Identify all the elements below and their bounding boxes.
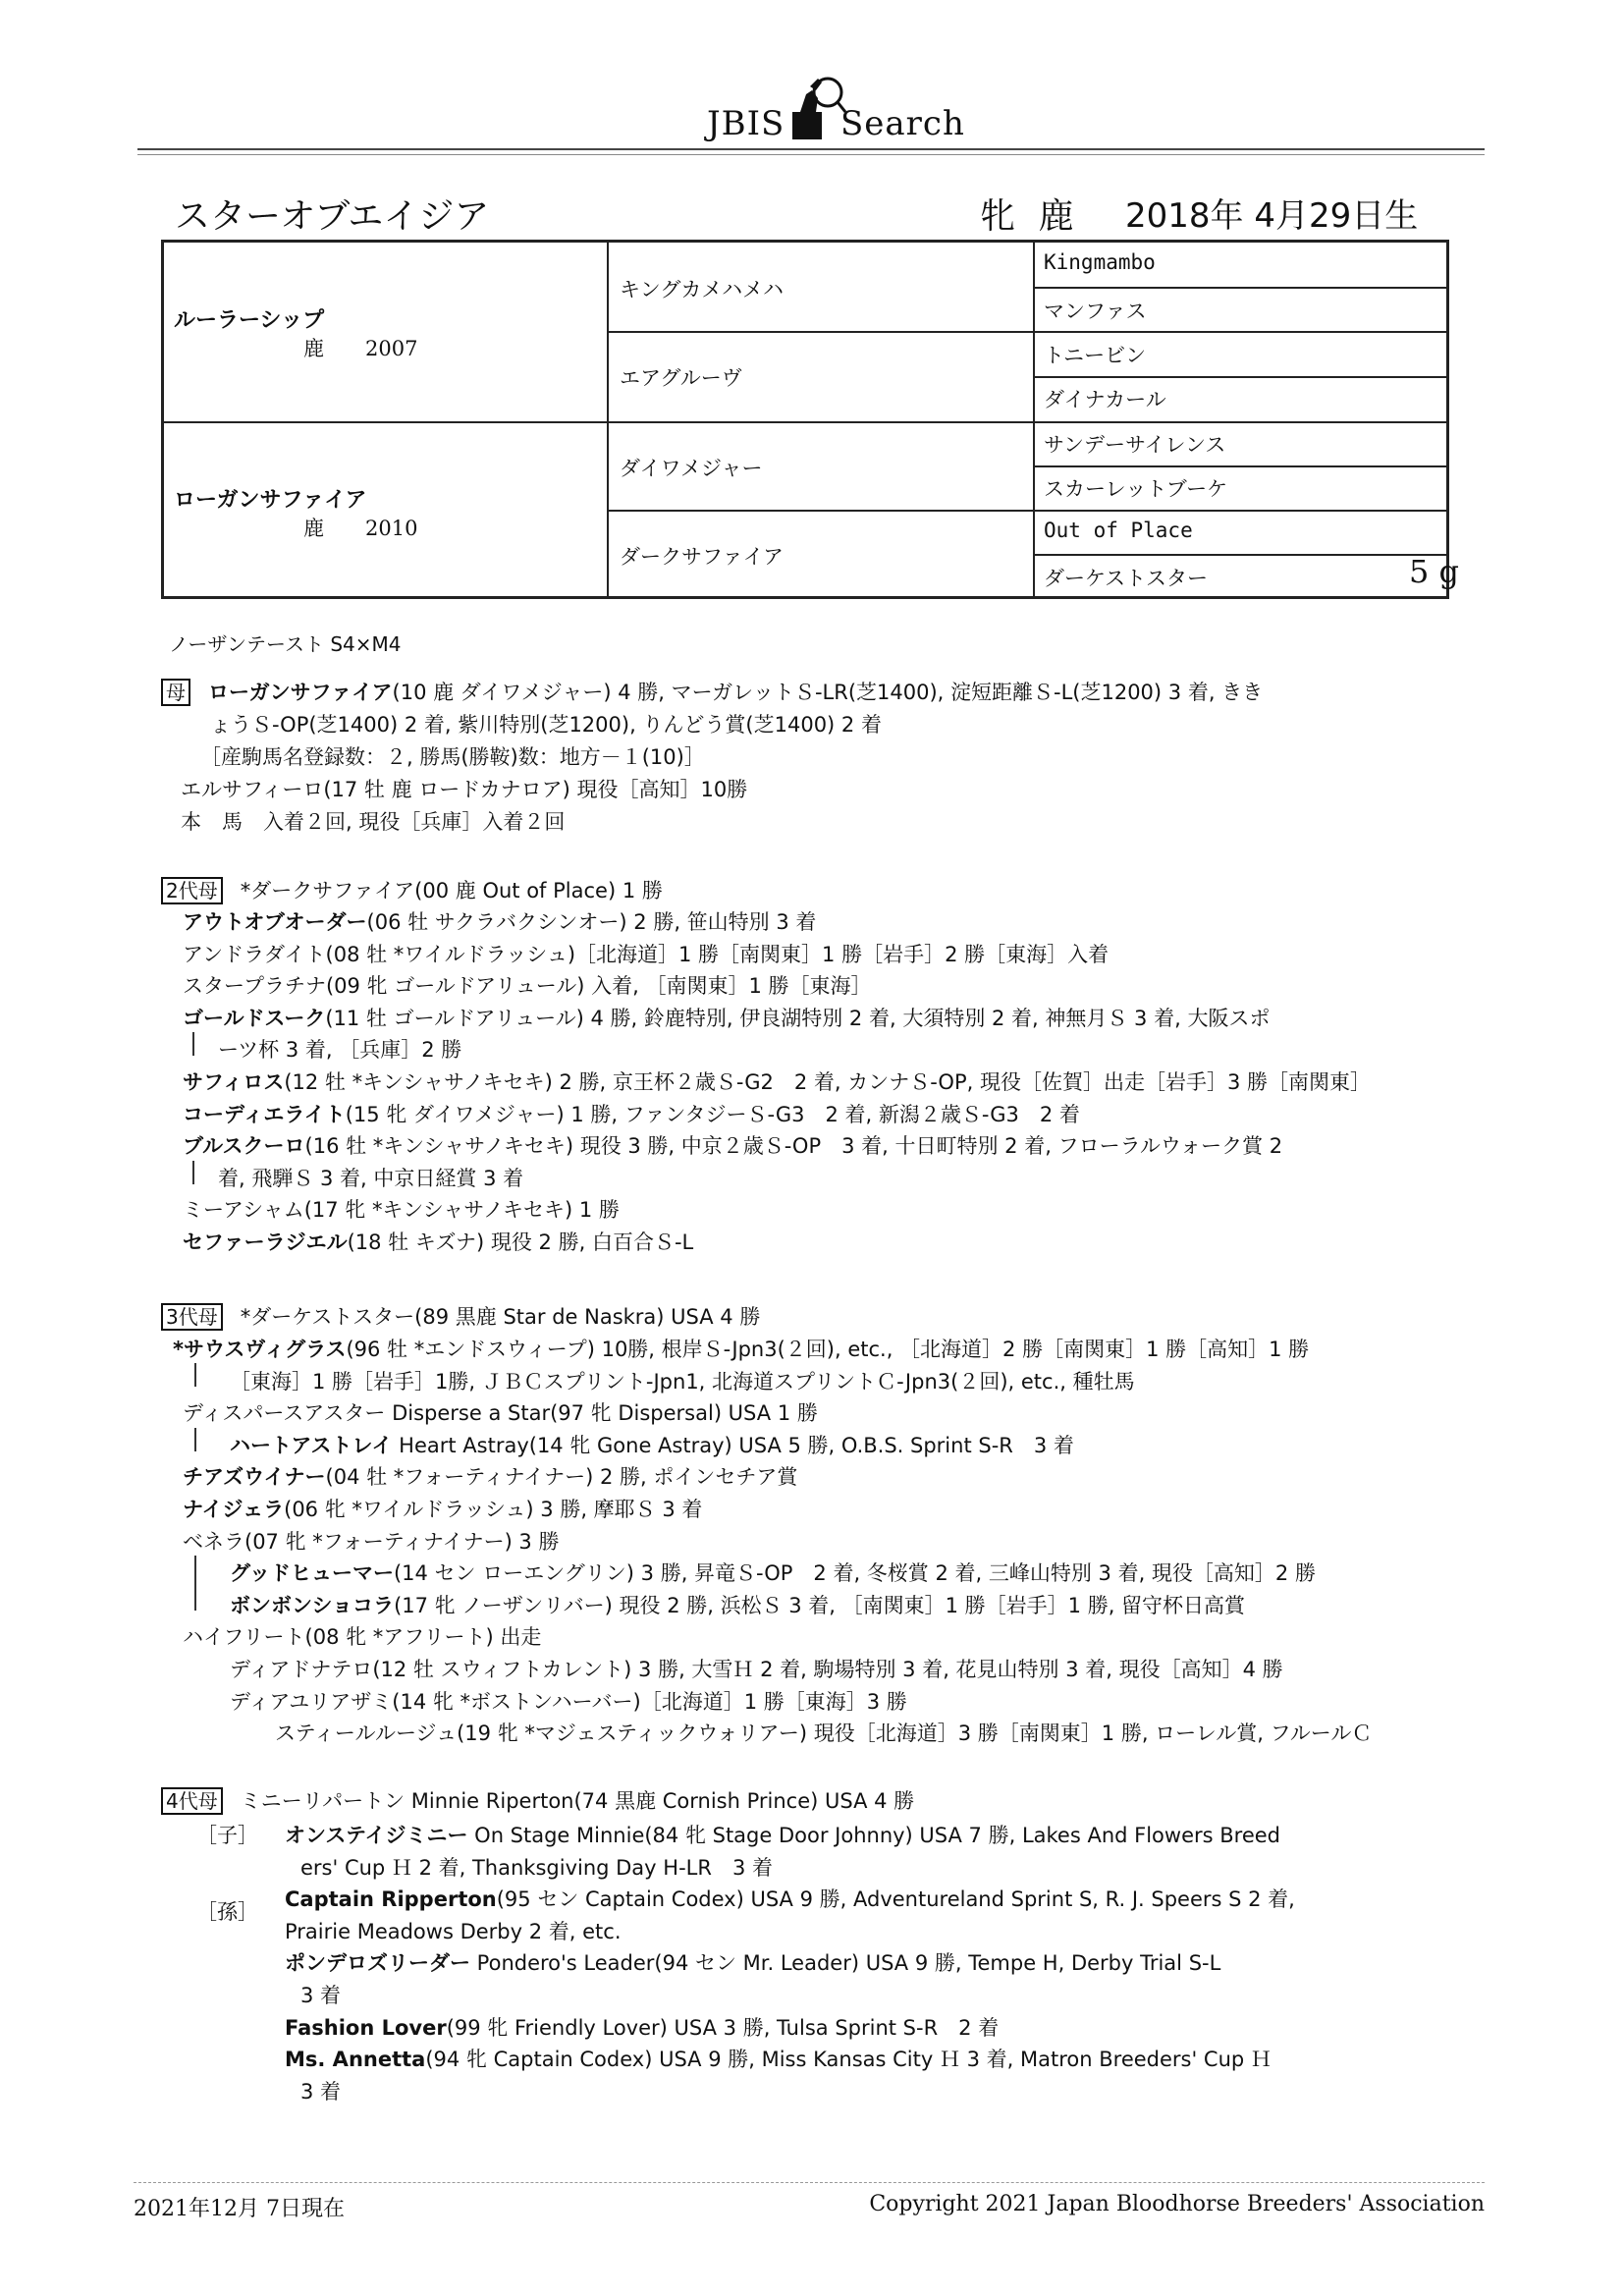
g2-line xyxy=(183,1227,693,1256)
g2-line xyxy=(183,906,816,936)
sire-info: 鹿 2007 xyxy=(303,337,418,360)
horse-and-rider-icon xyxy=(788,69,847,142)
g4-horse-name: Ms. Annetta xyxy=(285,2048,426,2072)
horse-sex-color: 牝 鹿 xyxy=(980,196,1074,237)
g3-line xyxy=(230,1590,1245,1619)
g3-record: (96 牡 *エンドスウィープ) 10勝, 根岸Ｓ-Jpn3(２回), etc., ［北海道］2 勝［南関東］1 勝［高知］1 勝 xyxy=(346,1338,1310,1361)
g2-horse-name: ゴールドスーク xyxy=(183,1006,326,1030)
g4-horse-name: Fashion Lover xyxy=(285,2015,447,2040)
g3-record: ディアユリアザミ(14 牝 *ボストンハーバー)［北海道］1 勝［東海］3 勝 xyxy=(230,1689,907,1714)
g2-record: ーツ杯 3 着, ［兵庫］2 勝 xyxy=(218,1038,462,1063)
header-divider xyxy=(137,148,1485,150)
g2-line xyxy=(183,1066,1371,1096)
self-record: 本 馬 入着２回, 現役［兵庫］入着２回 xyxy=(181,810,566,834)
g4-record: On Stage Minnie(84 牝 Stage Door Johnny) USA 7 勝, Lakes And Flowers Breed xyxy=(467,1824,1280,1847)
g4-line xyxy=(300,2076,341,2105)
g3-line xyxy=(183,1526,559,1556)
g3-record: (06 牝 *ワイルドラッシュ) 3 勝, 摩耶Ｓ 3 着 xyxy=(284,1498,703,1521)
g2-record: アンドラダイト(08 牡 *ワイルドラッシュ)［北海道］1 勝［南関東］1 勝［岩手］2 勝［東海］入着 xyxy=(183,942,1110,966)
g4-line xyxy=(285,2044,1272,2073)
g3-line xyxy=(230,1366,1135,1395)
g2-record: ミーアシャム(17 牝 *キンシャサノキセキ) 1 勝 xyxy=(183,1198,620,1223)
g4-dam: ミニーリパートン Minnie Riperton(74 黒鹿 Cornish Prince) USA 4 勝 xyxy=(240,1789,915,1813)
header-divider-thin xyxy=(137,154,1485,155)
pedigree-g3-3: トニービン xyxy=(1044,344,1147,367)
g2-line xyxy=(183,1194,620,1224)
g2-line xyxy=(183,1099,1080,1128)
g3-line xyxy=(230,1558,1316,1587)
sire-dam: エアグルーヴ xyxy=(620,366,742,390)
g3-horse-name: ハートアストレイ xyxy=(230,1433,393,1457)
g3-horse-name: *サウスヴィグラス xyxy=(173,1338,347,1361)
dam-name-bold: ローガンサファイア xyxy=(208,681,393,704)
g3-line xyxy=(230,1654,1283,1683)
g3-line xyxy=(183,1494,702,1523)
dam-record: (10 鹿 ダイワメジャー) 4 勝, マーガレットＳ-LR(芝1400), 淀短距離Ｓ-L(芝1200) 3 着, きき xyxy=(392,681,1264,704)
g4-record: Pondero's Leader(94 セン Mr. Leader) USA 9 勝, Tempe H, Derby Trial S-L xyxy=(470,1951,1221,1976)
dam-dam: ダークサファイア xyxy=(620,545,784,569)
g3-record: ［東海］1 勝［岩手］1勝, ＪＢＣスプリント-Jpn1, 北海道スプリントＣ-Jpn3(２回), etc., 種牡馬 xyxy=(230,1369,1135,1394)
horse-birth-date: 2018年 4月29日生 xyxy=(1125,196,1419,236)
pedigree-g3-7: Out of Place xyxy=(1044,519,1193,542)
g4-grand-label: ［孫］ xyxy=(196,1900,258,1924)
g4-horse-name: オンステイジミニー xyxy=(285,1824,468,1847)
footer-date: 2021年12月 7日現在 xyxy=(134,2197,345,2221)
g2-record: (06 牡 サクラバクシンオー) 2 勝, 笹山特別 3 着 xyxy=(366,910,817,934)
g4-horse-name: Captain Ripperton xyxy=(285,1887,497,1912)
x-mark: 5 g xyxy=(1409,553,1460,590)
g4-line xyxy=(285,2012,999,2042)
g4-record: 3 着 xyxy=(300,2079,342,2104)
g3-record: スティールルージュ(19 牝 *マジェスティックウォリアー) 現役［北海道］3 勝［南関東］1 勝, ローレル賞, フルールＣ xyxy=(275,1722,1373,1746)
g4-record: (99 牝 Friendly Lover) USA 3 勝, Tulsa Sprint S-R 2 着 xyxy=(446,2015,1000,2040)
g3-line xyxy=(183,1397,818,1427)
g3-dam: *ダーケストスター(89 黒鹿 Star de Naskra) USA 4 勝 xyxy=(240,1305,761,1329)
footer-copyright: Copyright 2021 Japan Bloodhorse Breeders' Association xyxy=(869,2192,1485,2216)
g3-line xyxy=(173,1334,1309,1363)
g4-horse-name: ポンデロズリーダー xyxy=(285,1951,470,1976)
g4-line xyxy=(285,1947,1220,1977)
pedigree-g3-1: Kingmambo xyxy=(1044,250,1156,274)
g3-record: (17 牝 ノーザンリバー) 現役 2 勝, 浜松Ｓ 3 着, ［南関東］1 勝［岩手］1 勝, 留守杯日高賞 xyxy=(394,1593,1246,1617)
sire-name: ルーラーシップ xyxy=(174,308,325,333)
g3-record: ディアドナテロ(12 牡 スウィフトカレント) 3 勝, 大雪Ｈ 2 着, 駒場特別 3 着, 花見山特別 3 着, 現役［高知］4 勝 xyxy=(230,1658,1283,1681)
g4-head xyxy=(161,1785,914,1815)
g4-line xyxy=(285,1916,622,1945)
g4-line xyxy=(285,1820,1280,1849)
g2-horse-name: コーディエライト xyxy=(183,1102,346,1126)
g2-horse-name: セファーラジエル xyxy=(183,1230,348,1254)
g3-record: Heart Astray(14 牝 Gone Astray) USA 5 勝, O.B.S. Sprint S-R 3 着 xyxy=(392,1433,1074,1457)
inbreeding-note: ノーザンテースト S4×M4 xyxy=(169,632,402,656)
dam-offspring-1: エルサフィーロ(17 牡 鹿 ロードカナロア) 現役［高知］10勝 xyxy=(181,778,748,801)
g3-record: ベネラ(07 牝 *フォーティナイナー) 3 勝 xyxy=(183,1529,560,1554)
g3-horse-name: ナイジェラ xyxy=(183,1498,285,1521)
g3-line xyxy=(230,1686,907,1716)
g2-record: 着, 飛騨Ｓ 3 着, 中京日経賞 3 着 xyxy=(218,1166,524,1190)
g2-record: (15 牝 ダイワメジャー) 1 勝, ファンタジーＳ-G3 2 着, 新潟２歳Ｓ-G3 2 着 xyxy=(345,1102,1080,1126)
g4-record: 3 着 xyxy=(300,1984,342,2007)
g3-line xyxy=(183,1461,797,1491)
horse-name: スターオブエイジア xyxy=(175,196,490,237)
g4-record: Prairie Meadows Derby 2 着, etc. xyxy=(285,1919,622,1943)
g2-record: (16 牡 *キンシャサノキセキ) 現役 3 勝, 中京２歳Ｓ-OP 3 着, 十日町特別 2 着, フローラルウォーク賞 2 xyxy=(304,1134,1283,1159)
pedigree-g3-5: サンデーサイレンス xyxy=(1044,433,1226,457)
dam-line-2: ょうＳ-OP(芝1400) 2 着, 紫川特別(芝1200), りんどう賞(芝1400) 2 着 xyxy=(210,713,882,737)
g3-head xyxy=(161,1301,760,1331)
pedigree-g3-2: マンファス xyxy=(1044,300,1147,323)
g2-record: スタープラチナ(09 牝 ゴールドアリュール) 入着, ［南関東］1 勝［東海］ xyxy=(183,974,872,999)
g4-child-label: ［子］ xyxy=(196,1824,258,1847)
g4-record: (94 牝 Captain Codex) USA 9 勝, Miss Kansas City Ｈ 3 着, Matron Breeders' Cup Ｈ xyxy=(425,2048,1272,2072)
g4-record: (95 セン Captain Codex) USA 9 勝, Adventureland Sprint S, R. J. Speers S 2 着, xyxy=(496,1887,1295,1912)
g2-line xyxy=(183,939,1109,968)
g3-record: (14 セン ローエングリン) 3 勝, 昇竜Ｓ-OP 2 着, 冬桜賞 2 着, 三峰山特別 3 着, 現役［高知］2 勝 xyxy=(393,1561,1316,1586)
g2-line xyxy=(183,1003,1270,1032)
sire-sire: キングカメハメハ xyxy=(620,278,784,301)
g3-line xyxy=(275,1718,1372,1747)
g2-horse-name: ブルスクーロ xyxy=(183,1134,305,1159)
logo-text-search: Search xyxy=(840,104,965,143)
section-label-g4: 4代母 xyxy=(161,1787,223,1815)
g4-line xyxy=(300,1980,341,2009)
pedigree-g3-8: ダーケストスター xyxy=(1044,567,1208,590)
g2-record: (12 牡 *キンシャサノキセキ) 2 勝, 京王杯２歳Ｓ-G2 2 着, カンナＳ-OP, 現役［佐賀］出走［岩手］3 勝［南関東］ xyxy=(284,1070,1371,1094)
g3-record: (04 牡 *フォーティナイナー) 2 勝, ポインセチア賞 xyxy=(325,1465,798,1490)
g2-dam: *ダークサファイア(00 鹿 Out of Place) 1 勝 xyxy=(240,879,663,902)
pedigree-table xyxy=(161,240,1460,599)
dam-info: 鹿 2010 xyxy=(303,517,418,540)
g3-line xyxy=(230,1430,1074,1459)
dam-line-1 xyxy=(161,677,1263,706)
section-label-dam: 母 xyxy=(161,679,190,706)
g2-record: (11 牡 ゴールドアリュール) 4 勝, 鈴鹿特別, 伊良湖特別 2 着, 大須特別 2 着, 神無月Ｓ 3 着, 大阪スポ xyxy=(325,1006,1271,1030)
g3-record: ハイフリート(08 牝 *アフリート) 出走 xyxy=(183,1625,542,1650)
g4-line xyxy=(300,1852,773,1882)
g2-line xyxy=(183,1130,1282,1160)
g2-record: (18 牡 キズナ) 現役 2 勝, 白百合Ｓ-L xyxy=(347,1230,694,1254)
g4-record: ers' Cup Ｈ 2 着, Thanksgiving Day H-LR 3 着 xyxy=(300,1855,773,1880)
footer-divider xyxy=(134,2182,1485,2183)
g3-record: ディスパースアスター Disperse a Star(97 牝 Dispersal) USA 1 勝 xyxy=(183,1401,818,1426)
g2-line xyxy=(183,970,872,1000)
g3-horse-name: チアズウイナー xyxy=(183,1465,326,1490)
pedigree-g3-6: スカーレットブーケ xyxy=(1044,477,1228,501)
dam-sire: ダイワメジャー xyxy=(620,457,763,480)
section-label-g3: 3代母 xyxy=(161,1303,223,1331)
g2-line xyxy=(218,1034,461,1064)
g4-line xyxy=(285,1884,1295,1913)
g2-line xyxy=(218,1163,523,1192)
g3-horse-name: グッドヒューマー xyxy=(230,1561,394,1586)
g2-head xyxy=(161,875,663,904)
g2-horse-name: アウトオブオーダー xyxy=(183,910,367,934)
dam-name: ローガンサファイア xyxy=(174,488,367,513)
g3-line xyxy=(183,1621,541,1651)
section-label-g2: 2代母 xyxy=(161,877,223,904)
logo-text-jbis: JBIS xyxy=(707,104,785,143)
pedigree-g3-4: ダイナカール xyxy=(1044,388,1166,411)
dam-produce-summary: ［産駒馬名登録数：２, 勝馬(勝鞍)数：地方－１(10)］ xyxy=(200,745,705,769)
g3-horse-name: ボンボンショコラ xyxy=(230,1593,395,1617)
g2-horse-name: サフィロス xyxy=(183,1070,285,1094)
